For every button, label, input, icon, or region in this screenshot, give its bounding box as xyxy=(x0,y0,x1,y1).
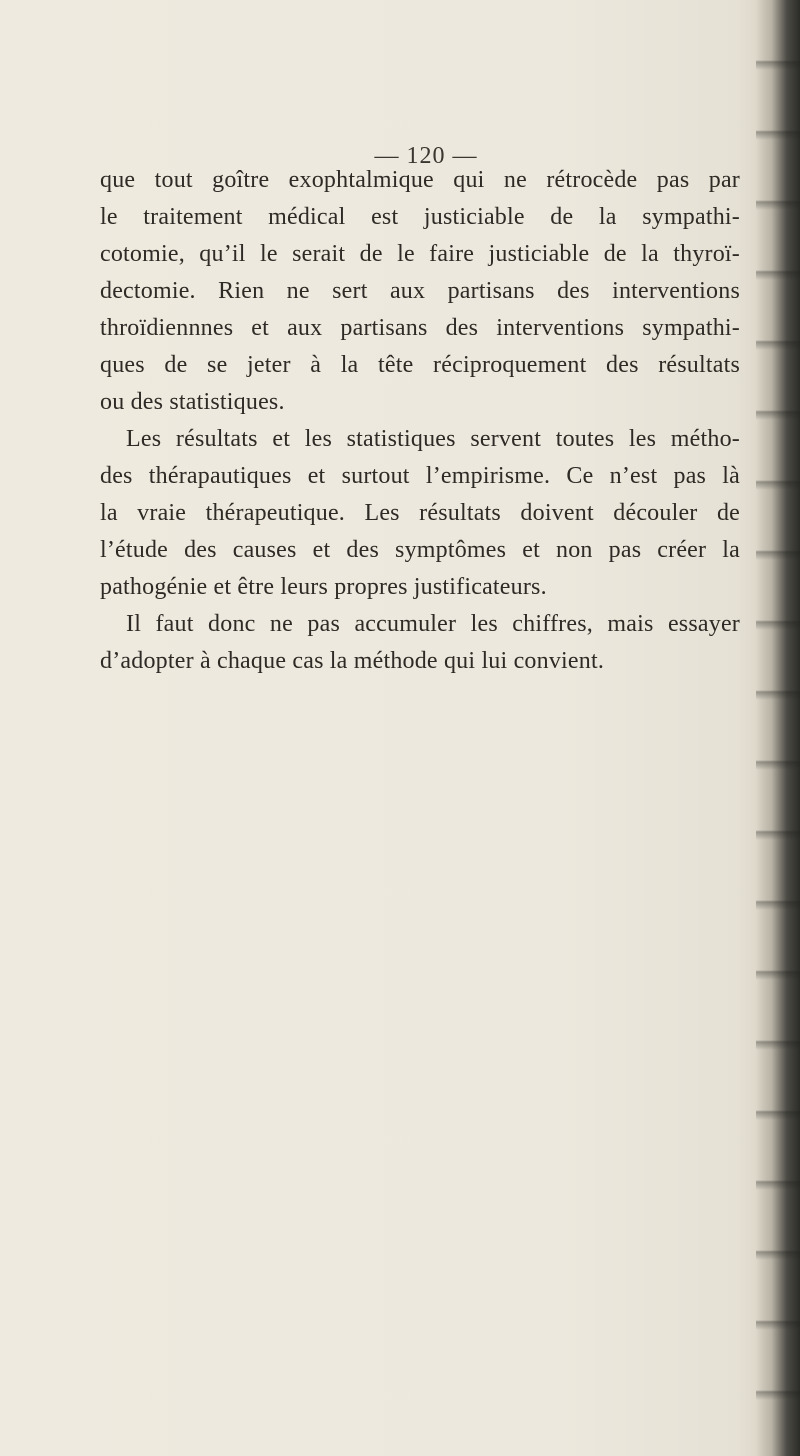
text-line: que tout goître exophtalmique qui ne rétrocède pas par xyxy=(100,167,740,193)
text-line: des thérapautiques et surtout l’empirisme. Ce n’est pas là xyxy=(100,463,740,489)
text-line: dectomie. Rien ne sert aux partisans des interventions xyxy=(100,278,740,304)
text-line: pathogénie et être leurs propres justificateurs. xyxy=(100,574,547,600)
text-line: cotomie, qu’il le serait de le faire justiciable de la thyroï- xyxy=(100,241,740,267)
paragraph-2 xyxy=(100,421,740,606)
text-line: la vraie thérapeutique. Les résultats doivent découler de xyxy=(100,500,740,526)
text-line: le traitement médical est justiciable de la sympathi- xyxy=(100,204,740,230)
body-text xyxy=(100,162,740,680)
text-line: ques de se jeter à la tête réciproquement des résultats xyxy=(100,352,740,378)
page-binding-edge xyxy=(756,0,800,1456)
paragraph-3 xyxy=(100,606,740,680)
text-line: l’étude des causes et des symptômes et non pas créer la xyxy=(100,537,740,563)
page-number: — 120 — xyxy=(374,143,478,169)
text-line: d’adopter à chaque cas la méthode qui lui convient. xyxy=(100,648,605,674)
text-line: ou des statistiques. xyxy=(100,389,285,415)
text-line: Les résultats et les statistiques servent toutes les métho- xyxy=(126,426,740,452)
paragraph-1 xyxy=(100,162,740,421)
text-line: Il faut donc ne pas accumuler les chiffres, mais essayer xyxy=(126,611,740,637)
text-line: throïdiennnes et aux partisans des interventions sympathi- xyxy=(100,315,740,341)
